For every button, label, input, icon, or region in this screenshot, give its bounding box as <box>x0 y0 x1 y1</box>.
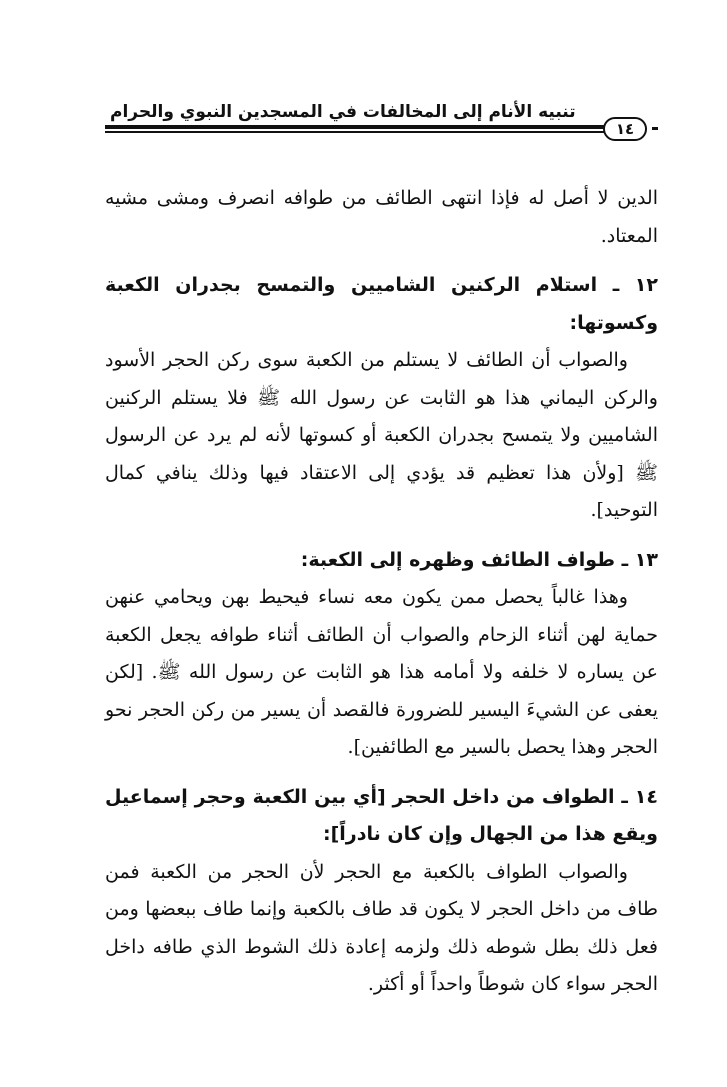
section-12-paragraph: والصواب أن الطائف لا يستلم من الكعبة سوى ركن الحجر الأسود والركن اليماني هذا هو الثابت عن رسول الله ﷺ فلا يستلم الركنين الشاميين ولا يتمسح بجدران الكعبة أو كسوتها لأنه لم يرد عن الرسول ﷺ [ولأن هذا تعظيم قد يؤدي إلى الاعتقاد فيها وذلك ينافي كمال التوحيد]. <box>105 349 658 521</box>
section-14-paragraph: والصواب الطواف بالكعبة مع الحجر لأن الحجر من الكعبة فمن طاف من داخل الحجر لا يكون قد طاف بالكعبة وإنما طاف ببعضها ومن فعل ذلك بطل شوطه ذلك ولزمه إعادة ذلك الشوط الذي طافه داخل الحجر سواء كان شوطاً واحداً أو أكثر. <box>105 860 658 995</box>
header-rule-thick <box>105 125 605 129</box>
section-13-paragraph: وهذا غالباً يحصل ممن يكون معه نساء فيحيط بهن ويحامي عنهن حماية لهن أثناء الزحام والصواب أن الطائف أثناء طوافه يجعل الكعبة عن يساره لا خلفه ولا أمامه هذا هو الثابت عن رسول الله ﷺ. [لكن يعفى عن الشيءَ اليسير للضرورة فالقصد أن يسير من ركن الحجر نحو الحجر وهذا يحصل بالسير مع الطائفين]. <box>105 586 658 758</box>
section-12-heading: ١٢ ـ استلام الركنين الشاميين والتمسح بجدران الكعبة وكسوتها: <box>105 274 658 334</box>
continuation-paragraph: الدين لا أصل له فإذا انتهى الطائف من طوافه انصرف ومشى مشيه المعتاد. <box>105 187 658 247</box>
page-body <box>105 180 658 1004</box>
section-14-heading: ١٤ ـ الطواف من داخل الحجر [أي بين الكعبة وحجر إسماعيل ويقع هذا من الجهال وإن كان نادراً]: <box>105 785 658 845</box>
page-number-badge: ١٤ <box>603 117 647 141</box>
header-rule-thin <box>105 131 605 133</box>
running-header-title: تنبيه الأنام إلى المخالفات في المسجدين النبوي والحرام <box>110 102 576 122</box>
header-rule-end <box>652 127 658 130</box>
section-13-heading: ١٣ ـ طواف الطائف وظهره إلى الكعبة: <box>300 548 658 571</box>
